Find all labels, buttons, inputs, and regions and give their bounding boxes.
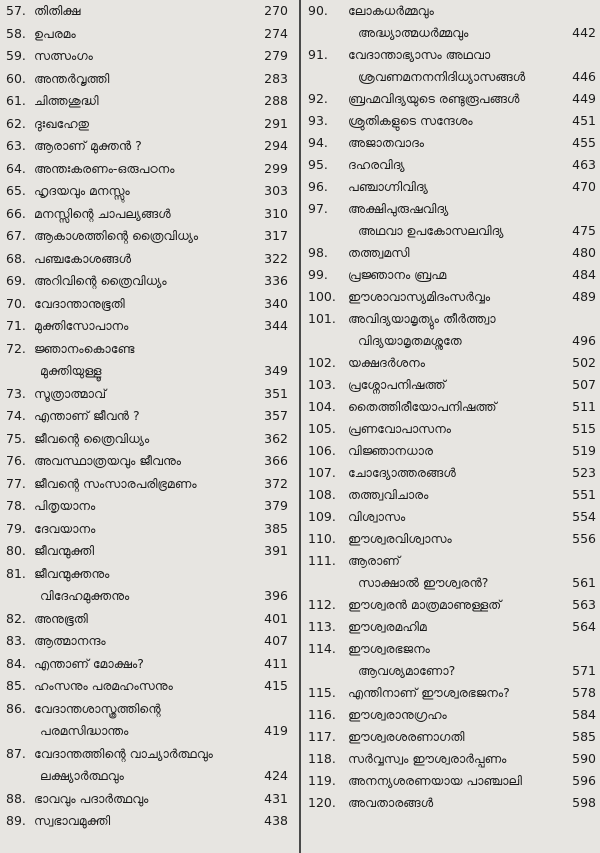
toc-entry (302, 132, 600, 154)
entry-number: 107. (308, 465, 336, 480)
entry-number: 75. (6, 430, 26, 446)
toc-entry (302, 748, 600, 770)
entry-page-number: 415 (264, 678, 288, 693)
entry-page-number: 463 (572, 157, 596, 172)
entry-number: 112. (308, 597, 336, 612)
entry-title: ശ്രുതികളുടെ സന്ദേശം (348, 113, 473, 128)
entry-number: 92. (308, 91, 328, 106)
entry-title: അന്തർവൃത്തി (34, 70, 110, 86)
entry-number: 109. (308, 509, 336, 524)
toc-entry (0, 158, 298, 181)
entry-number: 110. (308, 531, 336, 546)
entry-title: പിതൃയാനം (34, 498, 96, 513)
entry-title-continued: അഥവാ ഉപകോസലവിദ്യ (358, 223, 504, 238)
entry-title: വേദാന്തത്തിന്റെ വാച്യാർത്ഥവും (34, 745, 213, 761)
entry-title: പഞ്ചാഗ്നിവിദ്യ (348, 179, 428, 194)
entry-title-continued: മുക്തിയുള്ളൂ (40, 363, 102, 378)
entry-title: സത്സംഗം (34, 48, 93, 63)
entry-title: ആരാണ് മുക്തൻ ? (34, 138, 142, 153)
toc-entry (0, 428, 298, 451)
entry-page-number: 379 (264, 498, 288, 513)
entry-number: 73. (6, 385, 26, 401)
toc-entry (0, 225, 298, 248)
entry-number: 95. (308, 157, 328, 172)
toc-entry (302, 418, 600, 440)
entry-number: 116. (308, 707, 336, 722)
entry-page-number: 563 (572, 597, 596, 612)
entry-page-number: 480 (572, 245, 596, 260)
entry-number: 63. (6, 138, 26, 153)
entry-number: 69. (6, 273, 26, 288)
entry-title: ഈശാവാസ്യമിദംസർവ്വം (348, 289, 491, 304)
entry-number: 114. (308, 641, 336, 656)
toc-entry (0, 675, 298, 698)
entry-number: 115. (308, 685, 336, 700)
toc-entry (302, 440, 600, 462)
entry-number: 77. (6, 475, 26, 491)
entry-title: ജീവന്റെ ത്രൈവിധ്യം (34, 430, 150, 446)
entry-title: ഈശ്വരവിശ്വാസം (348, 531, 452, 546)
entry-page-number: 349 (264, 363, 288, 378)
entry-page-number: 449 (572, 91, 596, 106)
entry-number: 90. (308, 3, 328, 18)
toc-entry (302, 308, 600, 352)
entry-number: 100. (308, 289, 336, 304)
entry-number: 105. (308, 421, 336, 436)
entry-page-number: 336 (264, 273, 288, 288)
toc-entry (302, 264, 600, 286)
toc-entry (0, 495, 298, 518)
entry-number: 101. (308, 311, 336, 326)
entry-number: 96. (308, 179, 328, 194)
toc-entry (0, 113, 298, 136)
entry-number: 78. (6, 498, 26, 513)
entry-page-number: 598 (572, 795, 596, 810)
toc-entry (0, 383, 298, 406)
entry-page-number: 322 (264, 250, 288, 266)
entry-title: പ്രശ്നോപനിഷത്ത് (348, 377, 446, 392)
entry-page-number: 475 (572, 223, 596, 238)
entry-page-number: 431 (264, 790, 288, 806)
toc-entry (0, 203, 298, 226)
entry-title: വേദാന്താഭ്യാസം അഥവാ (348, 47, 491, 62)
entry-number: 106. (308, 443, 336, 458)
entry-page-number: 419 (264, 723, 288, 738)
entry-title: ജീവന്മുക്തനും (34, 565, 110, 581)
entry-title: അക്ഷിപുരുഷവിദ്യ (348, 201, 449, 216)
toc-entry (0, 653, 298, 676)
toc-entry (0, 630, 298, 653)
entry-number: 113. (308, 619, 336, 634)
entry-page-number: 523 (572, 465, 596, 480)
toc-entry (0, 23, 298, 46)
toc-entry (302, 726, 600, 748)
entry-number: 82. (6, 610, 26, 626)
toc-entry (0, 788, 298, 811)
toc-entry (0, 540, 298, 563)
entry-number: 99. (308, 267, 328, 282)
entry-title: തത്ത്വവിചാരം (348, 487, 429, 502)
entry-title: ചോദ്യോത്തരങ്ങൾ (348, 465, 456, 480)
entry-title: മുക്തിസോപാനം (34, 318, 129, 333)
entry-page-number: 279 (264, 48, 288, 63)
entry-page-number: 372 (264, 475, 288, 491)
toc-entry (0, 0, 298, 23)
entry-title: ഈശ്വരമഹിമ (348, 619, 427, 634)
entry-page-number: 438 (264, 813, 288, 828)
toc-entry (302, 594, 600, 616)
entry-title: ആത്മാനന്ദം (34, 633, 106, 648)
entry-title: ഈശ്വരഭജനം (348, 641, 430, 656)
entry-page-number: 274 (264, 25, 288, 41)
entry-page-number: 507 (572, 377, 596, 392)
toc-entry (0, 450, 298, 473)
entry-number: 57. (6, 3, 26, 18)
entry-title: ഹൃദയവും മനസ്സും (34, 183, 130, 198)
entry-page-number: 299 (264, 160, 288, 176)
entry-number: 84. (6, 655, 26, 671)
entry-number: 94. (308, 135, 328, 150)
entry-page-number: 515 (572, 421, 596, 436)
toc-entry (0, 45, 298, 68)
toc-entry (302, 396, 600, 418)
entry-title: ആരാണ് (348, 553, 401, 568)
entry-page-number: 385 (264, 520, 288, 536)
entry-number: 70. (6, 295, 26, 311)
toc-entry (0, 248, 298, 271)
toc-entry (0, 743, 298, 788)
entry-title: അവതാരങ്ങൾ (348, 795, 434, 810)
entry-title: ചിത്തശുദ്ധി (34, 93, 99, 108)
entry-page-number: 317 (264, 228, 288, 243)
toc-entry (0, 338, 298, 383)
entry-title-continued: ലക്ഷ്യാർത്ഥവും (40, 768, 124, 783)
entry-title: പഞ്ചകോശങ്ങൾ (34, 250, 132, 266)
entry-page-number: 489 (572, 289, 596, 304)
entry-title: ദുഃഖഹേതു (34, 115, 90, 131)
entry-page-number: 270 (264, 3, 288, 18)
entry-title: വിശ്വാസം (348, 509, 406, 524)
entry-page-number: 291 (264, 115, 288, 131)
entry-number: 62. (6, 115, 26, 131)
entry-title: അവസ്ഥാത്രയവും ജീവനും (34, 453, 182, 468)
entry-title: എന്താണ് ജീവൻ ? (34, 408, 140, 423)
toc-entry (302, 242, 600, 264)
entry-number: 117. (308, 729, 336, 744)
toc-entry (302, 550, 600, 594)
entry-number: 66. (6, 205, 26, 221)
entry-page-number: 411 (264, 655, 288, 671)
toc-entry (302, 616, 600, 638)
entry-title: അനന്യശരണയായ പാഞ്ചാലി (348, 773, 522, 788)
entry-title: തിതിക്ഷ (34, 3, 81, 18)
entry-title: വേദാന്തശാസ്ത്രത്തിന്റെ (34, 700, 161, 716)
entry-page-number: 442 (572, 25, 596, 40)
entry-title: എന്തിനാണ് ഈശ്വരഭജനം? (348, 685, 510, 700)
entry-number: 86. (6, 700, 26, 716)
toc-entry (302, 484, 600, 506)
entry-number: 58. (6, 25, 26, 41)
entry-title: അവിദ്യയാമൃത്യും തീർത്ത്വാ (348, 311, 496, 326)
entry-title: മനസ്സിന്റെ ചാപല്യങ്ങൾ (34, 205, 171, 221)
toc-entry (302, 0, 600, 44)
toc-entry (0, 473, 298, 496)
entry-page-number: 564 (572, 619, 596, 634)
entry-title-continued: പരമസിദ്ധാന്തം (40, 723, 129, 738)
entry-page-number: 283 (264, 70, 288, 86)
toc-entry (302, 462, 600, 484)
entry-title: തൈത്തിരീയോപനിഷത്ത് (348, 399, 497, 414)
entry-title: അറിവിന്റെ ത്രൈവിധ്യം (34, 273, 167, 288)
entry-title: എന്താണ് മോക്ഷം? (34, 655, 144, 671)
toc-entry (302, 638, 600, 682)
entry-title-continued: സാക്ഷാൽ ഈശ്വരൻ? (358, 575, 489, 590)
entry-page-number: 561 (572, 575, 596, 590)
entry-title: ഹംസനും പരമഹംസനും (34, 678, 173, 693)
entry-page-number: 484 (572, 267, 596, 282)
toc-entry (0, 810, 298, 833)
entry-page-number: 455 (572, 135, 596, 150)
toc-entry (302, 528, 600, 550)
toc-entry (302, 506, 600, 528)
toc-entry (302, 682, 600, 704)
entry-number: 87. (6, 745, 26, 761)
entry-page-number: 584 (572, 707, 596, 722)
toc-entry (302, 286, 600, 308)
entry-page-number: 401 (264, 610, 288, 626)
toc-entry (302, 88, 600, 110)
entry-page-number: 590 (572, 751, 596, 766)
toc-entry (0, 608, 298, 631)
toc-entry (302, 374, 600, 396)
entry-page-number: 303 (264, 183, 288, 198)
entry-number: 98. (308, 245, 328, 260)
entry-title-continued: ആവശ്യമാണോ? (358, 663, 456, 678)
entry-page-number: 340 (264, 295, 288, 311)
entry-number: 111. (308, 553, 336, 568)
toc-entry (0, 315, 298, 338)
entry-title: ആകാശത്തിന്റെ ത്രൈവിധ്യം (34, 228, 199, 243)
toc-left-column (0, 0, 298, 833)
entry-number: 71. (6, 318, 26, 333)
entry-number: 102. (308, 355, 336, 370)
entry-title: സർവ്വസ്വം ഈശ്വരാർപ്പണം (348, 751, 507, 766)
entry-number: 104. (308, 399, 336, 414)
entry-title: ഈശ്വരശരണാഗതി (348, 729, 465, 744)
entry-page-number: 424 (264, 768, 288, 783)
entry-title-continued: അദ്ധ്യാത്മധർമ്മവും (358, 25, 469, 40)
entry-number: 72. (6, 340, 26, 356)
entry-page-number: 502 (572, 355, 596, 370)
entry-page-number: 310 (264, 205, 288, 221)
entry-number: 74. (6, 408, 26, 423)
entry-page-number: 288 (264, 93, 288, 108)
entry-number: 88. (6, 790, 26, 806)
entry-title: അനുഭൂതി (34, 610, 88, 626)
entry-number: 85. (6, 678, 26, 693)
toc-entry (302, 176, 600, 198)
entry-page-number: 451 (572, 113, 596, 128)
entry-page-number: 556 (572, 531, 596, 546)
entry-title-continued: വിദ്യയാമൃതമശ്നുതേ (358, 333, 462, 348)
entry-page-number: 551 (572, 487, 596, 502)
entry-title: ഉപരമം (34, 25, 76, 41)
column-divider (299, 0, 301, 853)
entry-number: 120. (308, 795, 336, 810)
entry-title: ഈശ്വരാനുഗ്രഹം (348, 707, 447, 722)
entry-number: 67. (6, 228, 26, 243)
entry-number: 118. (308, 751, 336, 766)
entry-number: 60. (6, 70, 26, 86)
entry-number: 59. (6, 48, 26, 63)
entry-title: ജ്ഞാനംകൊണ്ടേ (34, 340, 135, 356)
entry-title: വേദാന്താനുഭൂതി (34, 295, 125, 311)
entry-number: 65. (6, 183, 26, 198)
toc-entry (302, 352, 600, 374)
toc-entry (302, 110, 600, 132)
toc-entry (0, 405, 298, 428)
entry-page-number: 407 (264, 633, 288, 648)
entry-page-number: 357 (264, 408, 288, 423)
entry-number: 68. (6, 250, 26, 266)
toc-right-column (302, 0, 600, 814)
entry-page-number: 294 (264, 138, 288, 153)
entry-number: 64. (6, 160, 26, 176)
entry-title: യക്ഷദർശനം (348, 355, 425, 370)
toc-entry (0, 68, 298, 91)
entry-page-number: 496 (572, 333, 596, 348)
entry-title: ബ്രഹ്മവിദ്യയുടെ രണ്ടുരൂപങ്ങൾ (348, 91, 520, 106)
toc-entry (0, 518, 298, 541)
entry-number: 61. (6, 93, 26, 108)
entry-page-number: 470 (572, 179, 596, 194)
entry-title: വിജ്ഞാനധാര (348, 443, 433, 458)
entry-page-number: 578 (572, 685, 596, 700)
entry-title: ദേവയാനം (34, 520, 96, 536)
entry-number: 79. (6, 520, 26, 536)
toc-entry (302, 704, 600, 726)
entry-page-number: 596 (572, 773, 596, 788)
entry-number: 91. (308, 47, 328, 62)
entry-title: ജീവന്മുക്തി (34, 543, 95, 558)
entry-page-number: 554 (572, 509, 596, 524)
entry-number: 76. (6, 453, 26, 468)
entry-page-number: 396 (264, 588, 288, 603)
entry-page-number: 344 (264, 318, 288, 333)
entry-number: 108. (308, 487, 336, 502)
entry-page-number: 519 (572, 443, 596, 458)
toc-entry (302, 770, 600, 792)
entry-page-number: 511 (572, 399, 596, 414)
entry-page-number: 571 (572, 663, 596, 678)
toc-entry (0, 180, 298, 203)
entry-page-number: 366 (264, 453, 288, 468)
toc-entry (0, 90, 298, 113)
entry-title: സൂത്രാത്മാവ് (34, 385, 107, 401)
entry-title-continued: വിദേഹമുക്തനും (40, 588, 130, 603)
entry-page-number: 351 (264, 385, 288, 401)
entry-number: 103. (308, 377, 336, 392)
entry-page-number: 446 (572, 69, 596, 84)
entry-number: 89. (6, 813, 26, 828)
entry-title-continued: ശ്രവണമനനനിദിധ്യാസങ്ങൾ (358, 69, 526, 84)
entry-title: ഈശ്വരൻ മാത്രമാണുള്ളത് (348, 597, 502, 612)
entry-page-number: 585 (572, 729, 596, 744)
entry-number: 97. (308, 201, 328, 216)
entry-number: 80. (6, 543, 26, 558)
entry-number: 119. (308, 773, 336, 788)
toc-entry (302, 154, 600, 176)
entry-number: 81. (6, 565, 26, 581)
entry-title: അജാതവാദം (348, 135, 425, 150)
toc-entry (0, 270, 298, 293)
entry-title: അന്തഃകരണം-ഒരുപഠനം (34, 160, 175, 176)
entry-number: 93. (308, 113, 328, 128)
entry-title: ജീവന്റെ സംസാരപരിഭ്രമണം (34, 475, 197, 491)
entry-title: തത്ത്വമസി (348, 245, 410, 260)
toc-entry (302, 792, 600, 814)
entry-page-number: 391 (264, 543, 288, 558)
toc-entry (302, 198, 600, 242)
toc-entry (0, 698, 298, 743)
toc-entry (302, 44, 600, 88)
entry-title: ദഹരവിദ്യ (348, 157, 405, 172)
entry-title: ലോകധർമ്മവും (348, 3, 434, 18)
entry-title: ഭാവവും പദാർത്ഥവും (34, 790, 149, 806)
entry-page-number: 362 (264, 430, 288, 446)
entry-title: സ്വഭാവമുക്തി (34, 813, 111, 828)
toc-entry (0, 135, 298, 158)
entry-title: പ്രജ്ഞാനം ബ്രഹ്മ (348, 267, 447, 282)
entry-number: 83. (6, 633, 26, 648)
toc-entry (0, 293, 298, 316)
toc-entry (0, 563, 298, 608)
entry-title: പ്രണവോപാസനം (348, 421, 452, 436)
